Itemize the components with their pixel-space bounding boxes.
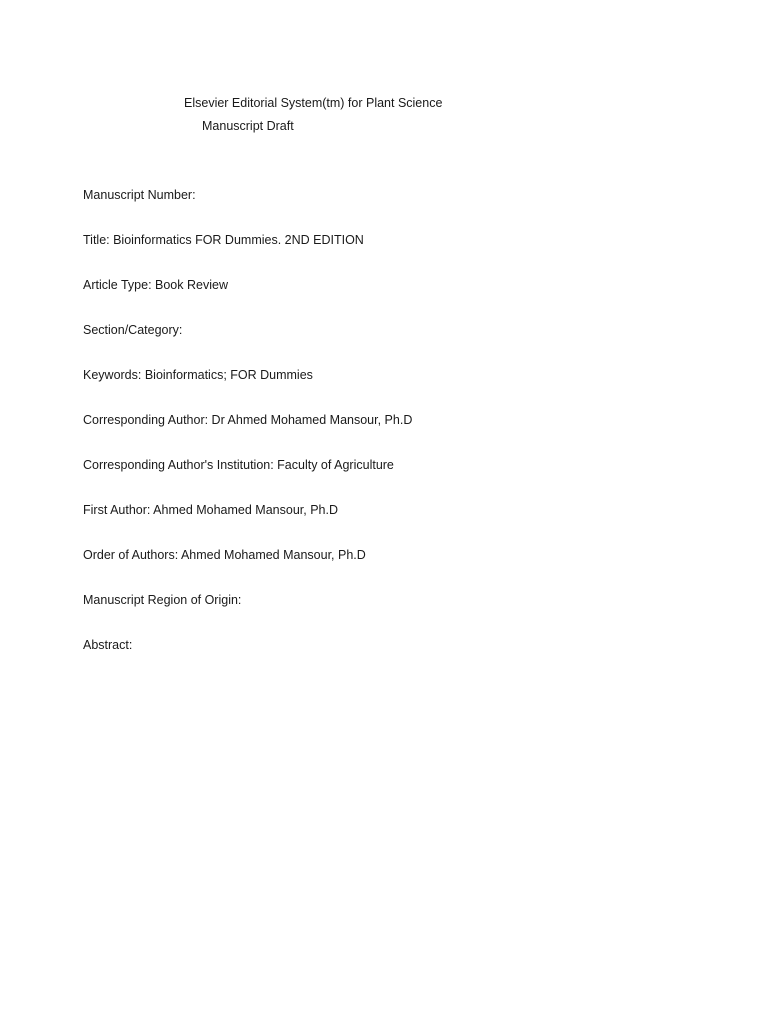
field-region-of-origin: Manuscript Region of Origin: [83,593,242,607]
field-section-category: Section/Category: [83,323,183,337]
field-order-of-authors: Order of Authors: Ahmed Mohamed Mansour, Ph.D [83,548,366,562]
manuscript-fields [83,187,412,682]
field-keywords: Keywords: Bioinformatics; FOR Dummies [83,368,313,382]
field-article-type: Article Type: Book Review [83,278,228,292]
field-first-author: First Author: Ahmed Mohamed Mansour, Ph.D [83,503,338,517]
field-manuscript-number: Manuscript Number: [83,188,196,202]
field-corresponding-institution: Corresponding Author's Institution: Faculty of Agriculture [83,458,394,472]
field-abstract: Abstract: [83,638,133,652]
system-title: Elsevier Editorial System(tm) for Plant Science [184,96,443,110]
field-corresponding-author: Corresponding Author: Dr Ahmed Mohamed Mansour, Ph.D [83,413,413,427]
field-title: Title: Bioinformatics FOR Dummies. 2ND EDITION [83,233,364,247]
draft-label: Manuscript Draft [202,119,294,133]
